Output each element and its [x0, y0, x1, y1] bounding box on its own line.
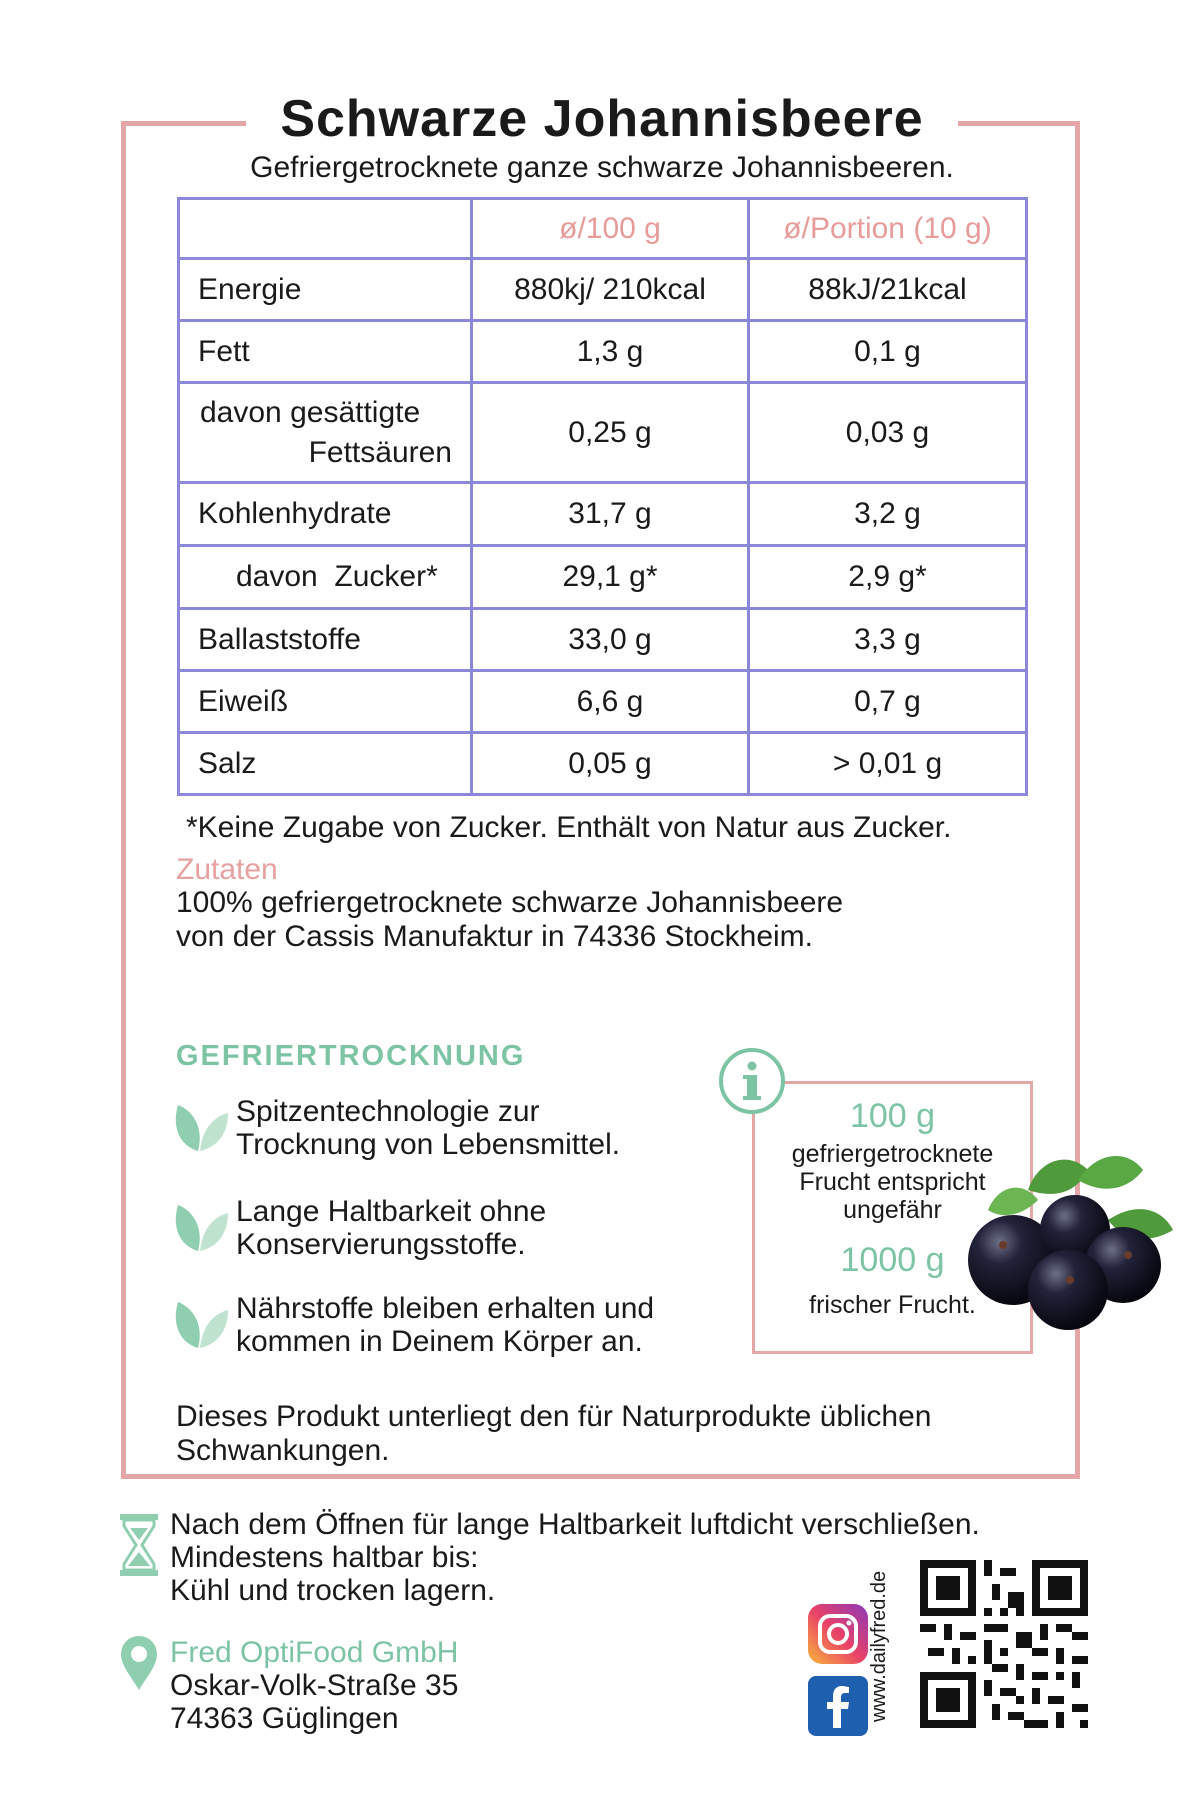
row-portion: 3,2 g — [749, 483, 1027, 546]
leaf-icon — [168, 1195, 230, 1257]
row-per100: 0,05 g — [472, 733, 749, 795]
info-amount-dried: 100 g — [849, 1097, 936, 1135]
facebook-icon[interactable] — [808, 1676, 868, 1736]
row-label: Ballaststoffe — [179, 609, 472, 671]
row-per100: 6,6 g — [472, 671, 749, 733]
company-address — [170, 1636, 458, 1735]
ingredients-line2: von der Cassis Manufaktur in 74336 Stockheim. — [176, 920, 813, 953]
row-label: Eiweiß — [179, 671, 472, 733]
qr-code[interactable] — [920, 1560, 1088, 1728]
row-label: Kohlenhydrate — [179, 483, 472, 546]
storage-info — [170, 1508, 980, 1607]
sugar-footnote: *Keine Zugabe von Zucker. Enthält von Natur aus Zucker. — [186, 811, 952, 844]
product-title: Schwarze Johannisbeere — [246, 84, 958, 154]
storage-line3: Kühl und trocken lagern. — [170, 1574, 496, 1607]
feature-text — [236, 1292, 654, 1358]
feature-text — [236, 1195, 546, 1261]
hourglass-icon — [118, 1512, 160, 1578]
freeze-drying-title: GEFRIERTROCKNUNG — [176, 1040, 526, 1072]
row-portion: 88kJ/21kcal — [749, 259, 1027, 321]
table-row — [179, 733, 1027, 795]
header-cell-empty — [179, 199, 472, 259]
variation-notice — [176, 1400, 931, 1468]
product-subtitle: Gefriergetrocknete ganze schwarze Johannisbeeren. — [250, 151, 954, 184]
leaf-icon — [168, 1095, 230, 1157]
row-label: davon Zucker* — [179, 546, 472, 609]
row-portion: 2,9 g* — [749, 546, 1027, 609]
row-per100: 1,3 g — [472, 321, 749, 383]
feature-line2: Trocknung von Lebensmittel. — [236, 1128, 621, 1161]
leaf-icon — [168, 1292, 230, 1354]
blackcurrant-image — [958, 1150, 1178, 1340]
location-pin-icon — [118, 1634, 160, 1692]
company-city: 74363 Güglingen — [170, 1702, 399, 1735]
row-per100: 0,25 g — [472, 383, 749, 483]
table-row — [179, 321, 1027, 383]
table-row — [179, 546, 1027, 609]
row-portion: 0,7 g — [749, 671, 1027, 733]
feature-line2: Konservierungsstoffe. — [236, 1228, 526, 1261]
website-url[interactable]: www.dailyfred.de — [868, 1570, 890, 1722]
info-line1: gefriergetrocknete — [791, 1140, 994, 1168]
row-portion: 3,3 g — [749, 609, 1027, 671]
company-name: Fred OptiFood GmbH — [170, 1636, 459, 1669]
header-cell-per100: ø/100 g — [472, 199, 749, 259]
feature-line2: kommen in Deinem Körper an. — [236, 1325, 643, 1358]
table-row — [179, 609, 1027, 671]
feature-line1: Spitzentechnologie zur — [236, 1095, 540, 1128]
row-portion: 0,1 g — [749, 321, 1027, 383]
row-portion: 0,03 g — [749, 383, 1027, 483]
row-per100: 880kj/ 210kcal — [472, 259, 749, 321]
table-row — [179, 483, 1027, 546]
company-street: Oskar-Volk-Straße 35 — [170, 1669, 459, 1702]
info-line2: Frucht entspricht — [799, 1168, 986, 1196]
feature-text — [236, 1095, 620, 1161]
storage-line1: Nach dem Öffnen für lange Haltbarkeit luftdicht verschließen. — [170, 1508, 980, 1541]
feature-line1: Lange Haltbarkeit ohne — [236, 1195, 547, 1228]
table-row — [179, 671, 1027, 733]
row-portion: > 0,01 g — [749, 733, 1027, 795]
instagram-icon[interactable] — [808, 1604, 868, 1664]
row-per100: 29,1 g* — [472, 546, 749, 609]
variation-line1: Dieses Produkt unterliegt den für Naturprodukte üblichen — [176, 1400, 932, 1433]
row-label: Energie — [179, 259, 472, 321]
row-per100: 33,0 g — [472, 609, 749, 671]
ingredients-line1: 100% gefriergetrocknete schwarze Johannisbeere — [176, 886, 844, 919]
info-line3: ungefähr — [843, 1196, 942, 1224]
row-label-line2: Fettsäuren — [308, 435, 452, 469]
table-row — [179, 383, 1027, 483]
variation-line2: Schwankungen. — [176, 1434, 390, 1467]
row-label: Fett — [179, 321, 472, 383]
table-row — [179, 259, 1027, 321]
row-per100: 31,7 g — [472, 483, 749, 546]
table-header-row — [179, 199, 1027, 259]
info-amount-fresh: 1000 g — [840, 1241, 945, 1279]
row-label — [179, 383, 472, 483]
header-cell-portion: ø/Portion (10 g) — [749, 199, 1027, 259]
ingredients-title: Zutaten — [176, 853, 278, 886]
feature-line1: Nährstoffe bleiben erhalten und — [236, 1292, 655, 1325]
row-label: Salz — [179, 733, 472, 795]
ingredients-text — [176, 886, 843, 954]
row-label-line1: davon gesättigte — [200, 395, 421, 429]
storage-line2: Mindestens haltbar bis: — [170, 1541, 479, 1574]
nutrition-table — [177, 197, 1028, 796]
info-line4: frischer Frucht. — [809, 1291, 976, 1319]
